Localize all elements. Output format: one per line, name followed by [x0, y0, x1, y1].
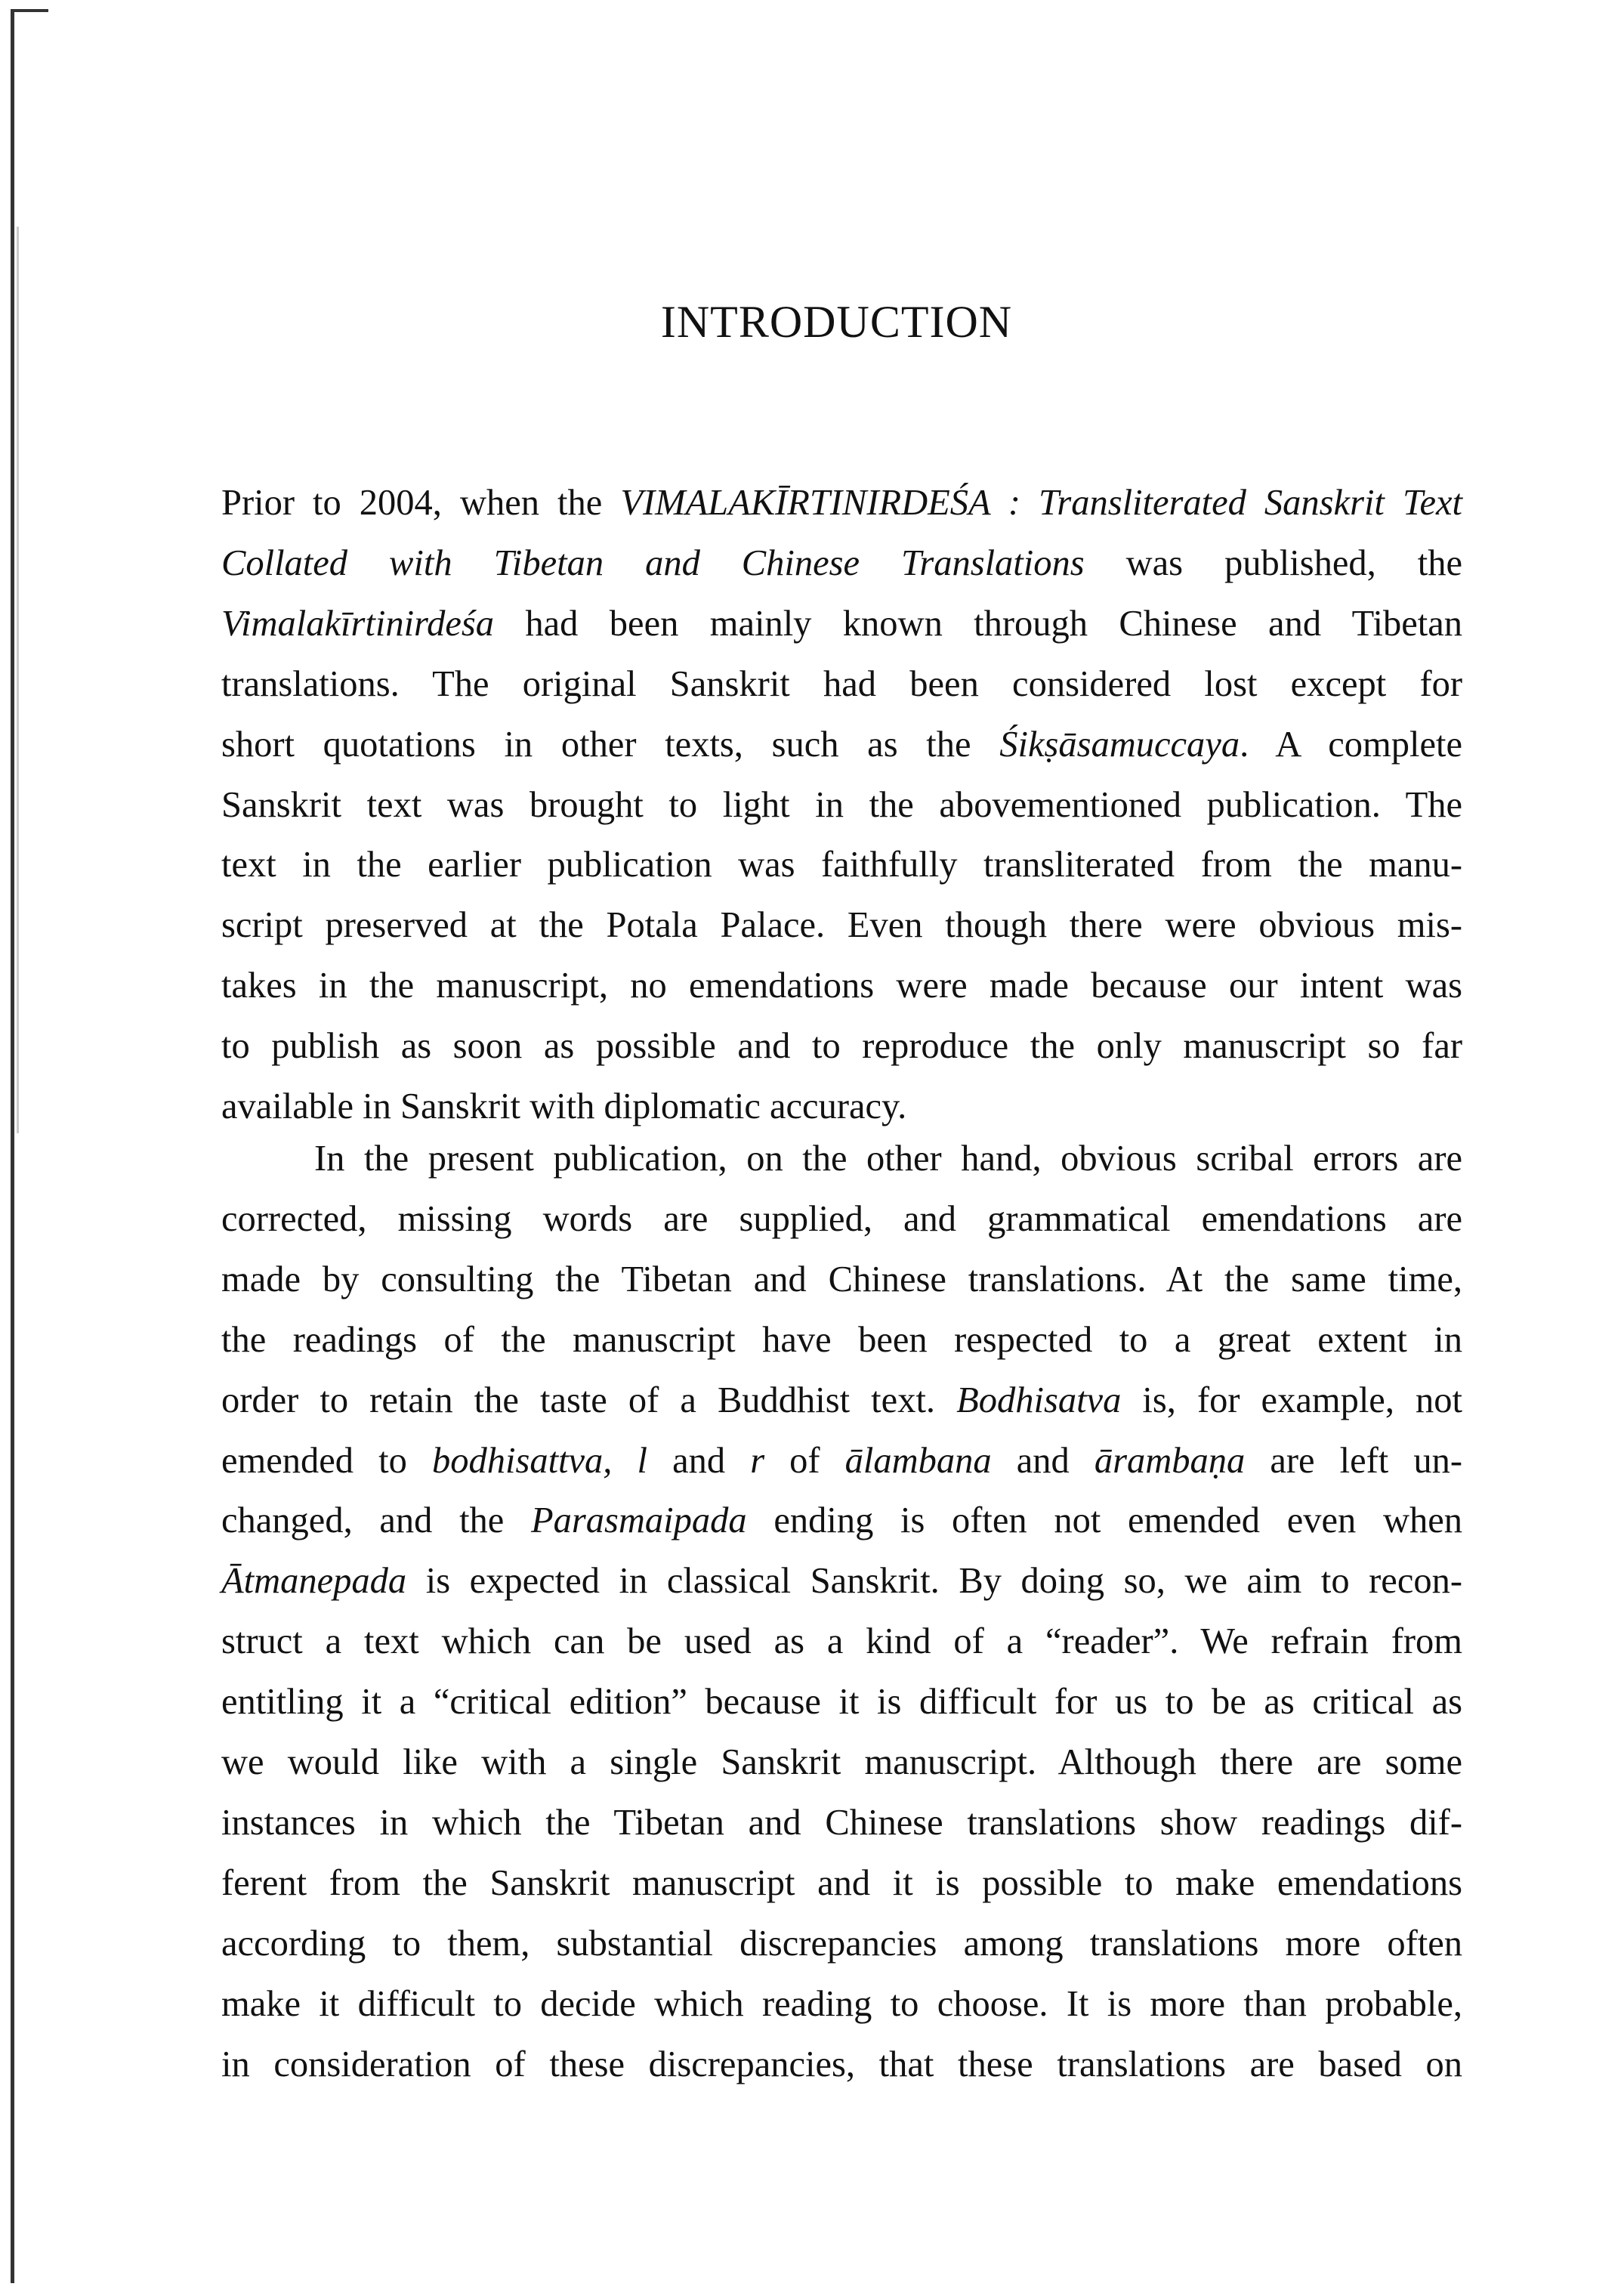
text-line [221, 654, 1462, 715]
text-run: was published, the [1084, 542, 1462, 583]
text-line [221, 1612, 1462, 1672]
text-run: available in Sanskrit with diplomatic accuracy. [221, 1086, 907, 1126]
text-run: of [764, 1440, 845, 1481]
text-line [221, 1853, 1462, 1914]
text-run: ending is often not emended even when [746, 1500, 1463, 1541]
page-title: INTRODUCTION [660, 297, 1013, 347]
text-line [221, 1672, 1462, 1732]
text-line [221, 1732, 1462, 1793]
text-line [221, 1077, 1462, 1137]
italic-term: VIMALAKĪRTINIRDEŚA : Transliterated Sanskrit Text [620, 483, 1462, 523]
text-line [221, 1016, 1462, 1077]
text-run: text in the earlier publication was faithfully transliterated from the manu- [221, 845, 1462, 885]
text-run: the readings of the manuscript have been respected to a great extent in [221, 1319, 1462, 1360]
text-line [221, 1551, 1462, 1612]
italic-term: r [750, 1440, 765, 1481]
text-run: emended to [221, 1440, 432, 1481]
text-run: ferent from the Sanskrit manuscript and it is possible to make emendations [221, 1862, 1462, 1903]
text-run: short quotations in other texts, such as the [221, 724, 1000, 765]
text-run: struct a text which can be used as a kind of a “reader”. We refrain from [221, 1621, 1462, 1662]
text-line [314, 1129, 1462, 1189]
text-run: in consideration of these discrepancies, that these translations are based on [221, 2044, 1462, 2084]
text-line [221, 1491, 1462, 1551]
text-run: corrected, missing words are supplied, and grammatical emendations are [221, 1198, 1462, 1239]
text-line [221, 473, 1462, 533]
text-line [221, 775, 1462, 836]
text-line [221, 1431, 1462, 1491]
text-line [221, 895, 1462, 956]
text-run: translations. The original Sanskrit had been considered lost except for [221, 663, 1462, 704]
text-line [221, 1310, 1462, 1370]
text-run: is, for example, not [1121, 1380, 1462, 1420]
text-line [221, 533, 1462, 594]
text-line [221, 1370, 1462, 1431]
scan-edge-corner [11, 9, 48, 12]
text-line [221, 715, 1462, 775]
text-run: made by consulting the Tibetan and Chinese translations. At the same time, [221, 1259, 1462, 1299]
text-run: Sanskrit text was brought to light in the abovementioned publication. The [221, 784, 1462, 825]
text-line [221, 1974, 1462, 2035]
text-line [221, 956, 1462, 1016]
text-run: In the present publication, on the other hand, obvious scribal errors are [314, 1139, 1462, 1179]
text-run: to publish as soon as possible and to reproduce the only manuscript so far [221, 1026, 1462, 1067]
text-line [221, 2035, 1462, 2095]
text-run: Prior to 2004, when the [221, 483, 621, 523]
text-run: and [647, 1440, 751, 1481]
text-line [221, 835, 1462, 895]
text-run: changed, and the [221, 1500, 532, 1541]
text-run: we would like with a single Sanskrit manuscript. Although there are some [221, 1742, 1462, 1782]
text-run: instances in which the Tibetan and Chinese translations show readings dif- [221, 1802, 1462, 1843]
italic-term: Vimalakīrtinirdeśa [221, 603, 495, 644]
text-run: make it difficult to decide which reading to choose. It is more than probable, [221, 1983, 1462, 2024]
italic-term: Śikṣāsamuccaya [999, 724, 1240, 765]
text-run: takes in the manuscript, no emendations were made because our intent was [221, 966, 1462, 1006]
text-run: according to them, substantial discrepancies among translations more often [221, 1923, 1462, 1964]
italic-term: Parasmaipada [531, 1500, 747, 1541]
italic-term: Bodhisatva [956, 1380, 1122, 1420]
text-line [221, 1793, 1462, 1853]
scan-edge-shadow [17, 227, 19, 1133]
italic-term: Collated with Tibetan and Chinese Translations [221, 542, 1085, 583]
text-run: script preserved at the Potala Palace. Even though there were obvious mis- [221, 905, 1462, 946]
italic-term: Ātmanepada [221, 1561, 407, 1602]
text-run: order to retain the taste of a Buddhist text. [221, 1380, 957, 1420]
text-run: . A complete [1240, 724, 1462, 765]
italic-term: ārambaṇa [1094, 1440, 1246, 1481]
text-run: entitling it a “critical edition” because it is difficult for us to be as critical as [221, 1682, 1462, 1723]
text-line [221, 1189, 1462, 1250]
scan-edge-line [11, 9, 14, 2283]
text-line [221, 1250, 1462, 1310]
italic-term: ālambana [844, 1440, 992, 1481]
italic-term: bodhisattva, l [431, 1440, 647, 1481]
text-line [221, 594, 1462, 654]
text-run: had been mainly known through Chinese and Tibetan [494, 603, 1462, 644]
text-run: is expected in classical Sanskrit. By doing so, we aim to recon- [406, 1561, 1462, 1602]
text-run: are left un- [1245, 1440, 1462, 1481]
text-line [221, 1914, 1462, 1974]
text-run: and [991, 1440, 1095, 1481]
